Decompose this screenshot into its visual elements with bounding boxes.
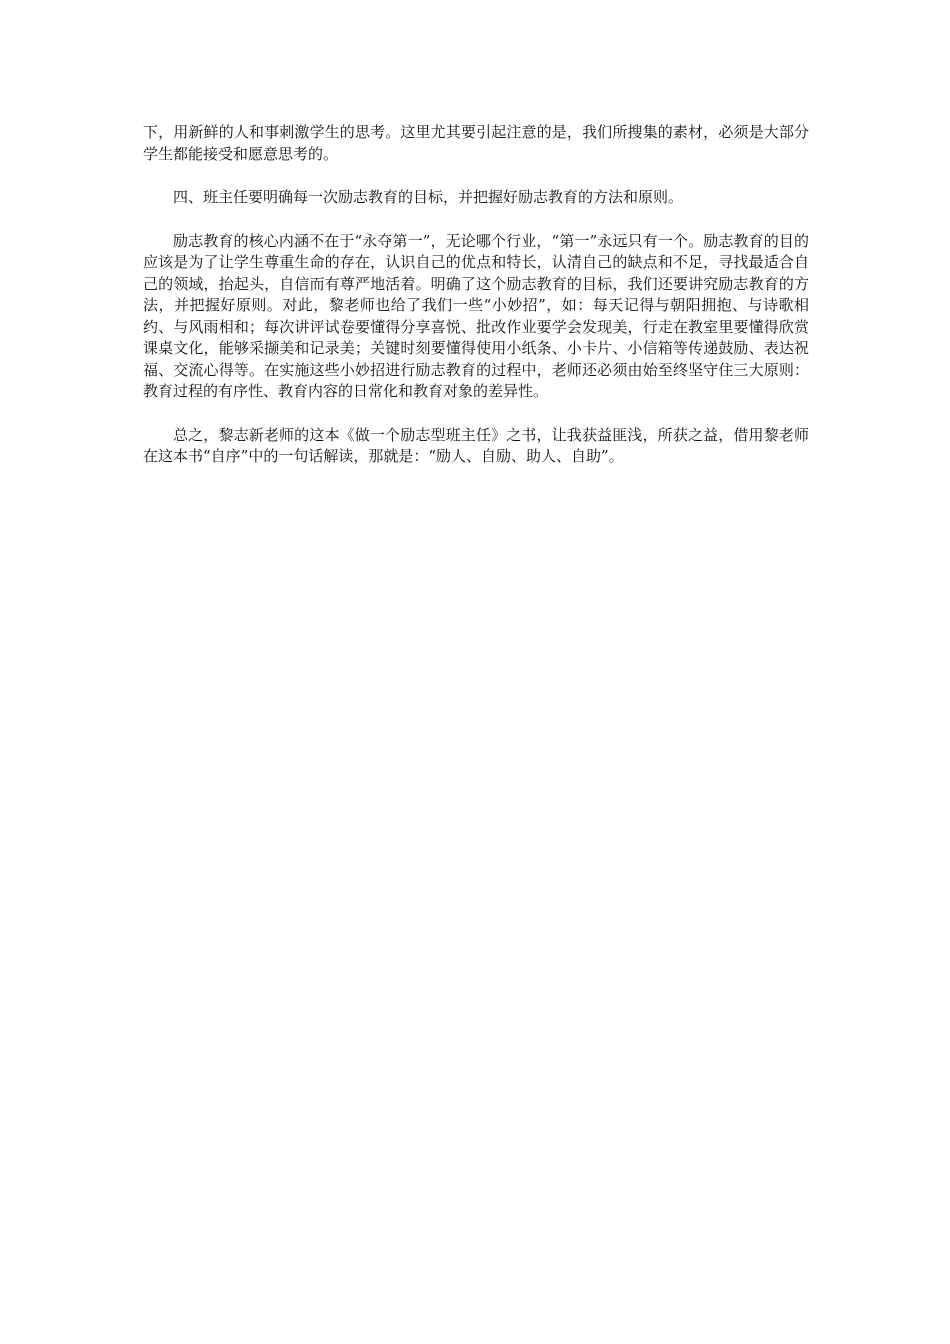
- paragraph-core-connotation: 励志教育的核心内涵不在于“永夺第一”，无论哪个行业，“第一”永远只有一个。励志教育的目的应该是为了让学生尊重生命的存在，认识自己的优点和特长，认清自己的缺点和不足，寻找最适合自己的领域，抬起头，自信而有尊严地活着。明确了这个励志教育的目标，我们还要讲究励志教育的方法，并把握好原则。对此，黎老师也给了我们一些“小妙招”，如：每天记得与朝阳拥抱、与诗歌相约、与风雨相和；每次讲评试卷要懂得分享喜悦、批改作业要学会发现美，行走在教室里要懂得欣赏课桌文化，能够采撷美和记录美；关键时刻要懂得使用小纸条、小卡片、小信箱等传递鼓励、表达祝福、交流心得等。在实施这些小妙招进行励志教育的过程中，老师还必须由始至终坚守住三大原则：教育过程的有序性、教育内容的日常化和教育对象的差异性。: [143, 231, 809, 400]
- document-body: [143, 122, 809, 490]
- paragraph-continuation: 下，用新鲜的人和事刺激学生的思考。这里尤其要引起注意的是，我们所搜集的素材，必须是大部分学生都能接受和愿意思考的。: [143, 123, 809, 163]
- paragraph-section-four-heading: 四、班主任要明确每一次励志教育的目标，并把握好励志教育的方法和原则。: [173, 188, 684, 206]
- paragraph-conclusion: 总之，黎志新老师的这本《做一个励志型班主任》之书，让我获益匪浅，所获之益，借用黎老师在这本书“自序”中的一句话解读，那就是：“励人、自励、助人、自助”。: [143, 425, 809, 465]
